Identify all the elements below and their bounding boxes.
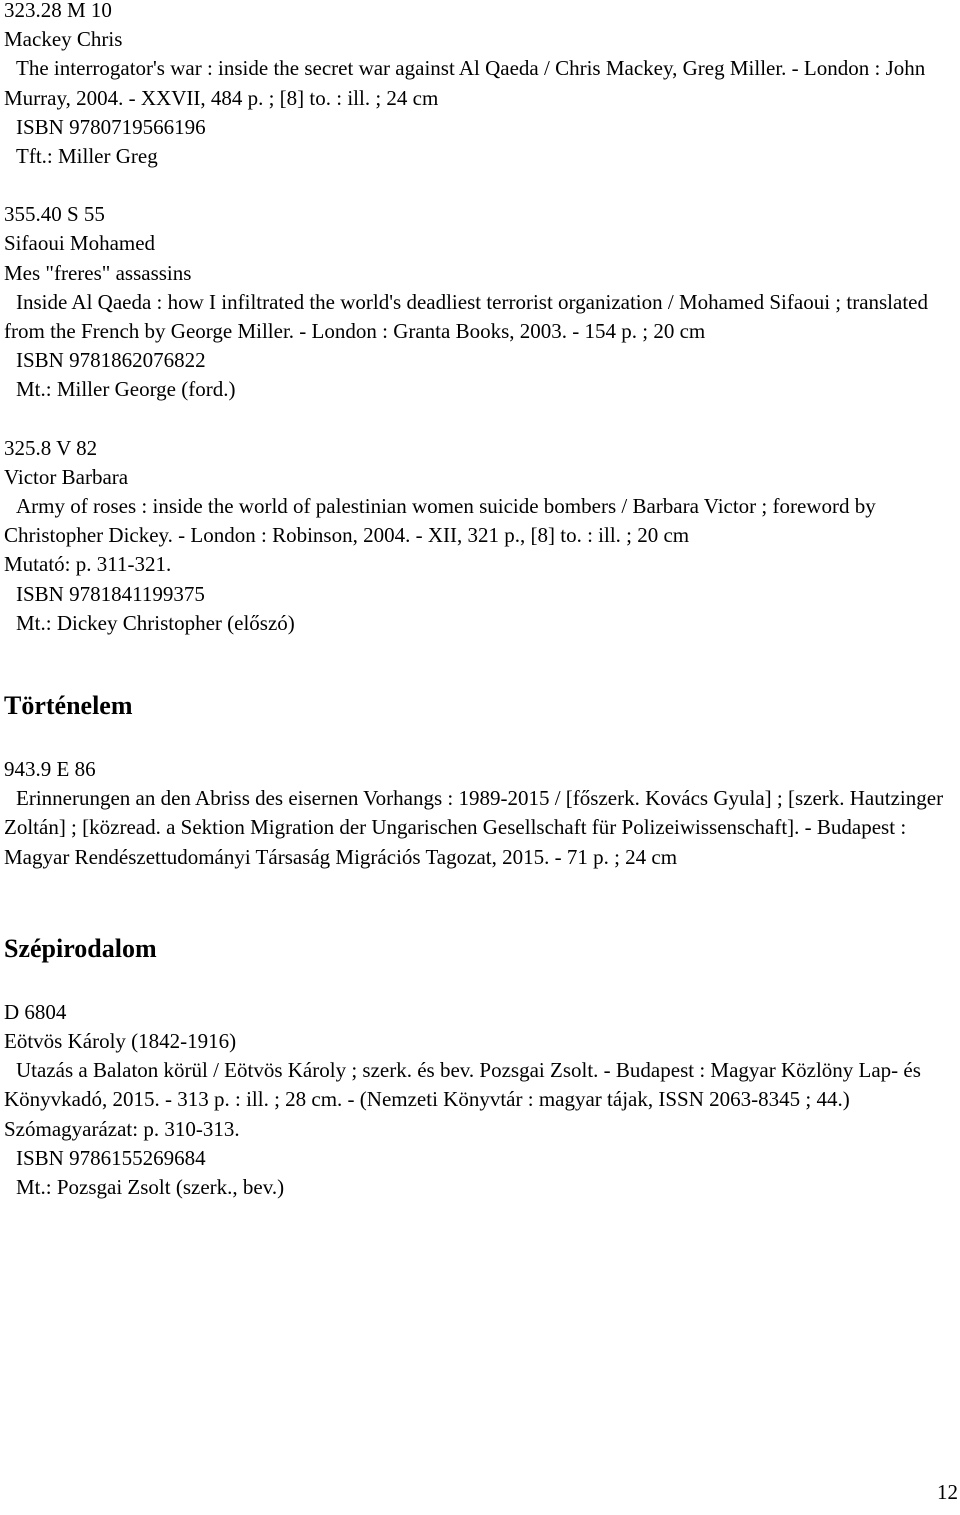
entry-added-entry: Mt.: Pozsgai Zsolt (szerk., bev.): [16, 1175, 285, 1200]
entry-author: Mackey Chris: [4, 27, 123, 52]
spacer: [4, 171, 954, 200]
entry-note: Mutató: p. 311-321.: [4, 552, 172, 577]
entry-isbn: ISBN 9781841199375: [16, 581, 205, 606]
page-number: 12: [937, 1480, 958, 1504]
entry-description: The interrogator's war : inside the secret war against Al Qaeda / Chris Mackey, Greg Miller. - London : John Murray, 2004. - XXVII, 484 p. ; [8] to. : ill. ; 24 cm: [4, 56, 926, 110]
spacer: [4, 638, 954, 691]
entry-uniform-title: Mes "freres" assassins: [4, 260, 192, 285]
entry-author: Sifaoui Mohamed: [4, 231, 156, 256]
call-number: 325.8 V 82: [4, 435, 98, 460]
call-number: 323.28 M 10: [4, 0, 112, 22]
entry-note: Szómagyarázat: p. 310-313.: [4, 1116, 240, 1141]
catalog-entry: [4, 755, 954, 872]
catalog-entry: [4, 998, 954, 1202]
catalog-entry: [4, 0, 954, 171]
call-number: 943.9 E 86: [4, 757, 96, 782]
entry-isbn: ISBN 9781862076822: [16, 348, 206, 373]
entry-added-entry: Mt.: Miller George (ford.): [16, 377, 236, 402]
catalog-entry: [4, 200, 954, 404]
call-number: D 6804: [4, 999, 67, 1024]
entry-isbn: ISBN 9786155269684: [16, 1145, 206, 1170]
entry-description: Utazás a Balaton körül / Eötvös Károly ; szerk. és bev. Pozsgai Zsolt. - Budapest : Magyar Közlöny Lap- és Könyvkadó, 2015. - 313 p. : ill. ; 28 cm. - (Nemzeti Könyvtár : magyar tájak, ISSN 2063-8345 ; 44.): [4, 1058, 921, 1112]
entry-isbn: ISBN 9780719566196: [16, 114, 206, 139]
entry-author: Eötvös Károly (1842-1916): [4, 1029, 237, 1054]
entry-added-entry: Mt.: Dickey Christopher (előszó): [16, 610, 295, 635]
section-heading-tortenelem: Történelem: [4, 691, 133, 721]
entry-added-entry: Tft.: Miller Greg: [16, 144, 158, 169]
spacer: [4, 872, 954, 925]
entry-author: Victor Barbara: [4, 464, 129, 489]
spacer: [4, 405, 954, 434]
section-heading-szepirodalom: Szépirodalom: [4, 933, 157, 963]
catalog-page: [4, 0, 954, 1202]
catalog-entry: [4, 434, 954, 638]
entry-description: Inside Al Qaeda : how I infiltrated the world's deadliest terrorist organization / Mohamed Sifaoui ; translated from the French by George Miller. - London : Granta Books, 2003. - 154 p. ; 20 cm: [4, 289, 928, 344]
spacer: [4, 964, 954, 998]
spacer: [4, 721, 954, 755]
call-number: 355.40 S 55: [4, 202, 105, 227]
spacer: [4, 925, 954, 934]
entry-description: Army of roses : inside the world of palestinian women suicide bombers / Barbara Victor ; foreword by Christopher Dickey. - London : Robinson, 2004. - XII, 321 p., [8] to. : ill. ; 20 cm: [4, 494, 876, 548]
entry-description: Erinnerungen an den Abriss des eisernen Vorhangs : 1989-2015 / [főszerk. Kovács Gyula] ; [szerk. Hautzinger Zoltán] ; [közread. a Sektion Migration der Ungarischen Gesellschaft für Polizeiwissenschaft]. - Budapest : Magyar Rendészettudományi Társaság Migrációs Tagozat, 2015. - 71 p. ; 24 cm: [4, 786, 944, 869]
